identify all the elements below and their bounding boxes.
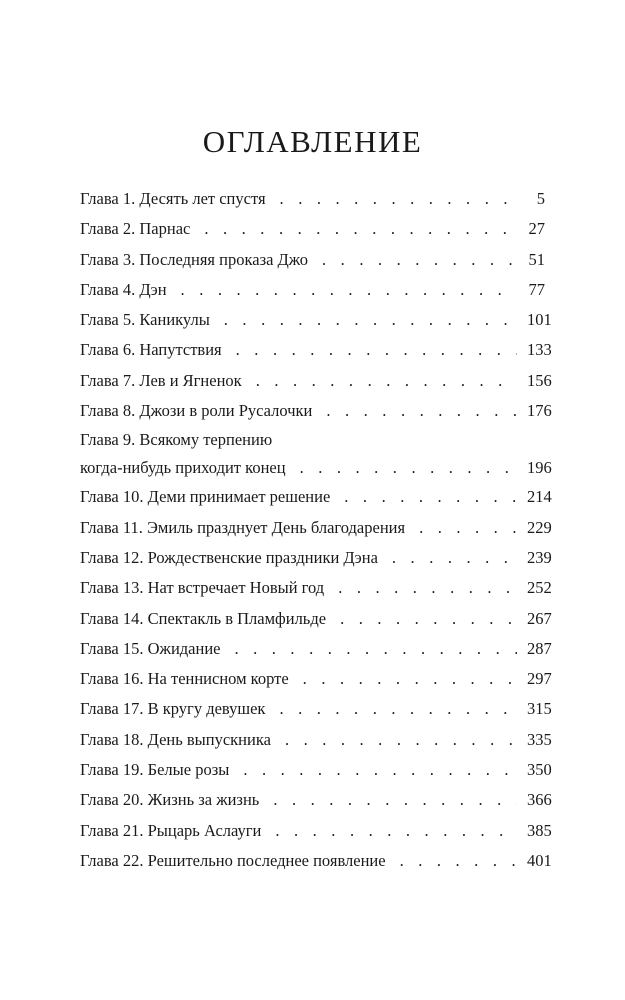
dot-leader [236,335,517,365]
toc-entry [80,245,545,275]
toc-page-number: 350 [527,760,552,780]
toc-entry-title-continued: когда-нибудь приходит конец [80,458,286,478]
toc-entry [80,816,552,846]
toc-entry-title: Глава 3. Последняя проказа Джо [80,249,309,269]
dot-leader [275,816,517,846]
toc-page-number: 196 [527,458,552,478]
toc-page-number: 401 [527,850,552,870]
toc-entry-title: Глава 13. Нат встречает Новый год [80,578,325,598]
toc-page-number: 297 [527,669,552,689]
toc-page-number: 335 [527,729,552,749]
toc-entry-title: Глава 18. День выпускника [80,729,271,749]
dot-leader [181,275,517,305]
toc-page-number: 366 [527,790,552,810]
toc-entry [80,725,552,755]
dot-leader [322,245,517,275]
toc-entry [80,305,552,335]
toc-entry-title: Глава 22. Решительно последнее появление [80,850,386,870]
toc-entry-title: Глава 6. Напутствия [80,340,222,360]
toc-entry-title: Глава 10. Деми принимает решение [80,487,331,507]
dot-leader [400,846,517,876]
toc-entry-title: Глава 4. Дэн [80,279,167,299]
toc-page-number: 5 [536,189,545,208]
dot-leader [344,482,517,512]
toc-entry-title: Глава 14. Спектакль в Пламфильде [80,608,327,628]
toc-entry-title: Глава 19. Белые розы [80,760,230,780]
toc-entry-title: Глава 8. Джози в роли Русалочки [80,401,313,421]
dot-leader [204,214,517,244]
dot-leader [243,755,517,785]
page-title: ОГЛАВЛЕНИЕ [202,124,423,159]
dot-leader [285,725,517,755]
dot-leader [256,366,517,396]
toc-entry [80,482,552,512]
toc-page-number: 385 [527,820,552,840]
toc-page-number: 133 [527,340,552,360]
dot-leader [280,184,517,214]
toc-entry [80,785,552,815]
toc-entry [80,694,552,724]
toc-entry-title: Глава 21. Рыцарь Аслауги [80,820,262,840]
toc-entry [80,543,552,573]
toc-entry-title: Глава 1. Десять лет спустя [80,189,266,208]
dot-leader [300,454,517,482]
toc-entry [80,214,545,244]
toc-page-number: 214 [527,487,552,507]
toc-entry-title: Глава 12. Рождественские праздники Дэна [80,547,378,567]
toc-page-number: 51 [528,249,545,269]
toc-entry [80,513,552,543]
toc-entry-title: Глава 9. Всякому терпению [80,430,273,450]
toc-page-number: 101 [527,310,552,330]
toc-page-number: 315 [527,699,552,719]
toc-page-number: 239 [527,547,552,567]
toc-page-number: 176 [527,401,552,421]
toc-entry-title: Глава 11. Эмиль празднует День благодарения [80,517,406,537]
toc-entry [80,573,552,603]
dot-leader [392,543,517,573]
toc-page-number: 287 [527,638,552,658]
toc-entry [80,426,552,482]
toc-page-number: 229 [527,517,552,537]
dot-leader [338,573,517,603]
toc-entry [80,664,552,694]
dot-leader [234,634,517,664]
toc-entry [80,184,545,214]
toc-entry-title: Глава 7. Лев и Ягненок [80,370,242,390]
toc-entry-title: Глава 2. Парнас [80,219,191,239]
toc-entry [80,335,552,365]
dot-leader [273,785,517,815]
toc-entry-title: Глава 5. Каникулы [80,310,210,330]
dot-leader [419,513,517,543]
dot-leader [303,664,517,694]
toc-entry [80,396,552,426]
toc-entry-title: Глава 20. Жизнь за жизнь [80,790,260,810]
table-of-contents [80,184,552,876]
toc-page-number: 156 [527,370,552,390]
dot-leader [224,305,517,335]
toc-page-number: 252 [527,578,552,598]
toc-entry [80,846,552,876]
toc-page-number: 77 [528,279,545,299]
toc-entry-title: Глава 16. На теннисном корте [80,669,289,689]
toc-entry-title: Глава 17. В кругу девушек [80,699,266,719]
toc-entry [80,366,552,396]
toc-page-number: 267 [527,608,552,628]
toc-entry [80,604,552,634]
toc-entry-title: Глава 15. Ожидание [80,638,221,658]
dot-leader [326,396,517,426]
toc-entry [80,755,552,785]
dot-leader [340,604,517,634]
toc-entry [80,275,545,305]
dot-leader [279,694,517,724]
toc-entry [80,634,552,664]
toc-page-number: 27 [528,219,545,239]
